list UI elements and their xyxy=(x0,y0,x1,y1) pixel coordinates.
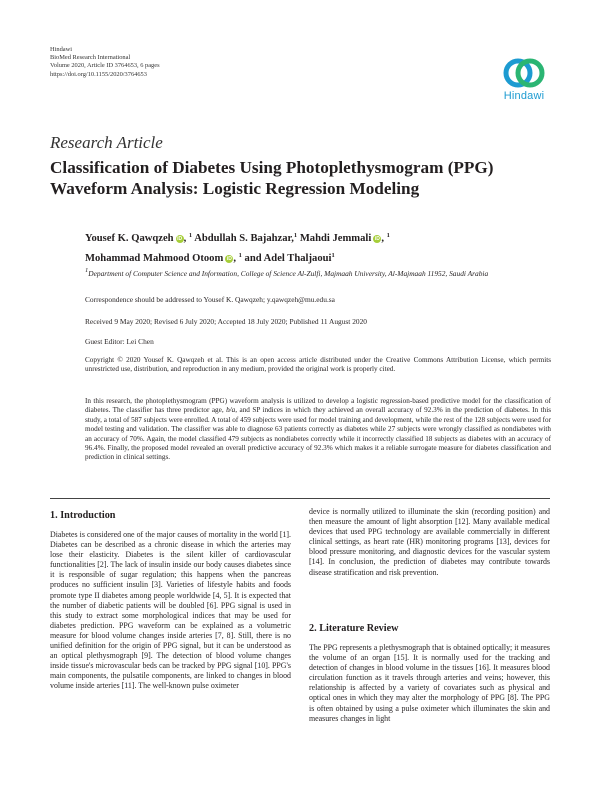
author-separator: , xyxy=(381,233,387,244)
hindawi-logo-text: Hindawi xyxy=(503,90,545,102)
literature-review-heading: 2. Literature Review xyxy=(309,623,399,634)
affiliation xyxy=(85,266,515,279)
author-affiliation-mark: 1 xyxy=(188,232,193,239)
literature-review-text: The PPG represents a plethysmograph that is obtained optically; it measures the volume of an organ [15]. It is normally used for the tracking and detection of changes in blood volume in the tissues [16]. It measures blood circulation function as it travels through arteries and veins; however, this relationship is affected by a variety of covariates such as physical and optical ones in which they may alter the morphology of PPG [8]. The PPG is often obtained by using a pulse oximeter which illuminates the skin and measures changes in light xyxy=(309,643,550,723)
doi-link[interactable]: https://doi.org/10.1155/2020/3764653 xyxy=(50,70,147,78)
affiliation-text: Department of Computer Science and Information, College of Science Al-Zulfi, Majmaah University, Al-Majmaah 11952, Saudi Arabia xyxy=(88,269,489,278)
journal-name: BioMed Research International xyxy=(50,54,131,62)
section-divider xyxy=(50,498,550,499)
abstract-text-part: , and SP indices in which they achieved an overall accuracy of 92.3% in the prediction of diabetes. In this study, a total of 587 subjects were enrolled. A total of 459 subjects were used for model training and development, while the rest of the 128 subjects were used for model testing and validation. The classifier was able to diagnose 63 patients correctly as diabetes while 27 subjects were wrongly classified as nondiabetes with an accuracy of 70%. Again, the model classified 479 subjects as nondiabetes correctly while it incorrectly classified 18 subjects as diabetes with an accuracy of 96.4%. Finally, the proposed model revealed an overall predictive accuracy of 92.3% which makes it a reliable surrogate measure for diabetes classification and prediction in clinical settings. xyxy=(85,406,551,462)
author-separator: , xyxy=(233,253,239,264)
publisher-name: Hindawi xyxy=(50,46,73,53)
author-affiliation-mark: 1 xyxy=(293,232,298,239)
abstract-italic-index: b/a xyxy=(226,406,236,415)
author-name[interactable]: and Adel Thaljaoui xyxy=(244,253,332,264)
affiliation-number: 1 xyxy=(85,267,89,274)
article-dates: Received 9 May 2020; Revised 6 July 2020; Accepted 18 July 2020; Published 11 August 2020 xyxy=(85,317,367,326)
author-name[interactable]: Mahdi Jemmali xyxy=(299,233,372,244)
guest-editor: Guest Editor: Lei Chen xyxy=(85,337,154,346)
introduction-heading: 1. Introduction xyxy=(50,510,116,521)
author-name[interactable]: Yousef K. Qawqzeh xyxy=(85,233,174,244)
author-affiliation-mark: 1 xyxy=(238,252,242,259)
abstract-text-part: In this research, the photoplethysmogram (PPG) waveform analysis is utilized to develop a logistic regression-based predictive model for the classification of diabetes. The classifier has three predictor age, xyxy=(85,397,551,415)
introduction-text-left: Diabetes is considered one of the major causes of mortality in the world [1]. Diabetes can be described as a chronic disease in which the arteries may lose their elasticity. Diabetes is the silent killer of cardiovascular functionalities [2]. The lack of insulin inside our body causes diabetes since it is responsible of sugar regulation; this happens when the pancreas produces no sufficient insulin [3]. Varieties of lifestyle habits and foods promote type II diabetes among people worldwide [4, 5]. It is expected that the number of diabetic patients will be doubled [6]. PPG signal is used in this study to extract some morphological indices that may be used for diabetes prediction. PPG waveform can be explained as a volumetric measure for blood volume changes inside arteries [7, 8]. Still, there is no unified definition for the origin of PPG signal, but it can be understood as an optical plethysmograph [9]. The detection of blood volume changes inside tissue's microvascular beds can be tracked by PPG signal [10]. PPG's main components, the pulsatile components, are linked to changes in blood volume inside arteries [11]. The well-known pulse oximeter xyxy=(50,530,291,691)
author-affiliation-mark: 1 xyxy=(386,232,390,239)
article-type: Research Article xyxy=(50,133,163,152)
orcid-icon[interactable]: iD xyxy=(374,236,380,242)
author-name[interactable]: Abdullah S. Bajahzar, xyxy=(194,233,294,244)
author-list xyxy=(85,227,545,267)
correspondence: Correspondence should be addressed to Yousef K. Qawqzeh; y.qawqzeh@mu.edu.sa xyxy=(85,295,335,304)
orcid-icon[interactable]: iD xyxy=(226,256,232,262)
copyright-notice: Copyright © 2020 Yousef K. Qawqzeh et al. This is an open access article distributed under the Creative Commons Attribution License, which permits unrestricted use, distribution, and reproduction in any medium, provided the original work is properly cited. xyxy=(85,356,551,374)
abstract xyxy=(85,397,551,463)
volume-line: Volume 2020, Article ID 3764653, 6 pages xyxy=(50,62,160,70)
author-affiliation-mark: 1 xyxy=(331,252,335,259)
introduction-text-right: device is normally utilized to illuminate the skin (recording position) and then measure the amount of light absorption [12]. Many available medical devices that used PPG technology are available commercially in different clinical settings, as heart rate (HR) monitoring programs [13], devices for blood pressure monitoring, and diagnostic devices for the vascular system [14]. In conclusion, the prediction of diabetes may contribute towards disease stratification and risk prevention. xyxy=(309,507,550,577)
article-title: Classification of Diabetes Using Photoplethysmogram (PPG) Waveform Analysis: Logistic Regression Modeling xyxy=(50,158,494,198)
orcid-icon[interactable]: iD xyxy=(177,236,183,242)
author-separator: , xyxy=(183,233,189,244)
journal-meta xyxy=(50,46,160,79)
author-name[interactable]: Mohammad Mahmood Otoom xyxy=(85,253,224,264)
